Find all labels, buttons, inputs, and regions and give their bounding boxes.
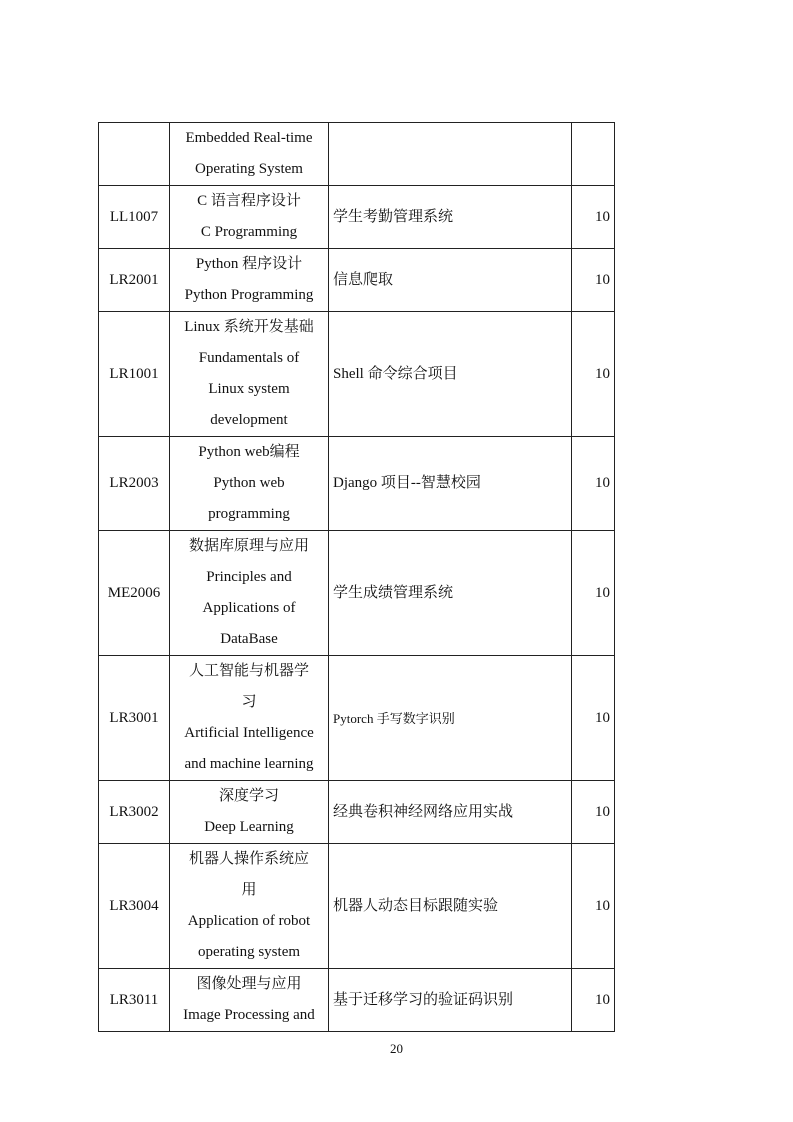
- table-row: [99, 123, 615, 186]
- course-name-line: 深度学习: [218, 788, 279, 804]
- table-row: [99, 531, 615, 656]
- course-name-line: Fundamentals of: [198, 350, 300, 366]
- course-name-line: Linux system: [208, 381, 290, 397]
- course-name-line: Principles and: [206, 569, 292, 585]
- course-name-line: Application of robot: [187, 913, 311, 929]
- course-name-line: C Programming: [200, 224, 298, 240]
- hours: 10: [572, 781, 615, 844]
- table-row: [99, 186, 615, 249]
- table-row: [99, 969, 615, 1032]
- course-name-line: 图像处理与应用: [196, 976, 302, 992]
- course-name-line: Deep Learning: [204, 819, 294, 835]
- course-name-line: DataBase: [220, 631, 278, 647]
- course-name-line: operating system: [197, 944, 301, 960]
- course-code: LR2001: [99, 249, 170, 312]
- course-name-line: and machine learning: [184, 756, 314, 772]
- hours: 10: [572, 437, 615, 531]
- course-name-line: Python web: [213, 475, 285, 491]
- course-name: [170, 531, 329, 656]
- table-row: [99, 656, 615, 781]
- project-name: 经典卷积神经网络应用实战: [329, 781, 572, 844]
- course-name-line: development: [210, 412, 288, 428]
- course-name-line: Python web编程: [198, 444, 300, 460]
- course-name: [170, 844, 329, 969]
- hours: 10: [572, 969, 615, 1032]
- course-name-line: 人工智能与机器学: [188, 663, 309, 679]
- page-number: 20: [390, 1041, 403, 1056]
- course-name-line: Linux 系统开发基础: [184, 319, 314, 335]
- course-name-line: Artificial Intelligence: [184, 725, 314, 741]
- course-code: LR3002: [99, 781, 170, 844]
- course-name-line: Applications of: [202, 600, 296, 616]
- course-name-line: programming: [208, 506, 290, 522]
- project-name: 学生成绩管理系统: [329, 531, 572, 656]
- course-name-line: Python Programming: [184, 287, 314, 303]
- project-name: Django 项目--智慧校园: [329, 437, 572, 531]
- course-name-line: Embedded Real-time: [185, 130, 313, 146]
- course-name: [170, 186, 329, 249]
- course-name-line: Image Processing and: [183, 1007, 315, 1023]
- course-code: LR3001: [99, 656, 170, 781]
- project-name: 学生考勤管理系统: [329, 186, 572, 249]
- course-name: [170, 656, 329, 781]
- hours: 10: [572, 531, 615, 656]
- project-name: 机器人动态目标跟随实验: [329, 844, 572, 969]
- hours: 10: [572, 312, 615, 437]
- course-name: [170, 249, 329, 312]
- course-code: LR3004: [99, 844, 170, 969]
- project-name: 基于迁移学习的验证码识别: [329, 969, 572, 1032]
- course-code: LR3011: [99, 969, 170, 1032]
- table-row: [99, 781, 615, 844]
- course-name-line: C 语言程序设计: [197, 193, 301, 209]
- course-name: [170, 437, 329, 531]
- table-row: [99, 437, 615, 531]
- hours: 10: [572, 844, 615, 969]
- course-name: [170, 123, 329, 186]
- table-row: [99, 312, 615, 437]
- project-name: Pytorch 手写数字识别: [329, 656, 572, 781]
- course-name: [170, 781, 329, 844]
- course-code: LL1007: [99, 186, 170, 249]
- hours: 10: [572, 249, 615, 312]
- course-name-line: Operating System: [195, 161, 303, 177]
- project-name: 信息爬取: [329, 249, 572, 312]
- hours: [572, 123, 615, 186]
- course-name: [170, 969, 329, 1032]
- course-code: LR1001: [99, 312, 170, 437]
- course-name-line: 数据库原理与应用: [188, 538, 309, 554]
- course-code: LR2003: [99, 437, 170, 531]
- project-name: Shell 命令综合项目: [329, 312, 572, 437]
- course-name-line: 用: [241, 882, 257, 898]
- table-row: [99, 249, 615, 312]
- table-row: [99, 844, 615, 969]
- course-name: [170, 312, 329, 437]
- course-name-line: Python 程序设计: [195, 256, 303, 272]
- course-code: ME2006: [99, 531, 170, 656]
- course-code: [99, 123, 170, 186]
- course-name-line: 习: [241, 694, 257, 710]
- course-name-line: 机器人操作系统应: [188, 851, 309, 867]
- hours: 10: [572, 656, 615, 781]
- course-table: [98, 122, 615, 1032]
- project-name: [329, 123, 572, 186]
- hours: 10: [572, 186, 615, 249]
